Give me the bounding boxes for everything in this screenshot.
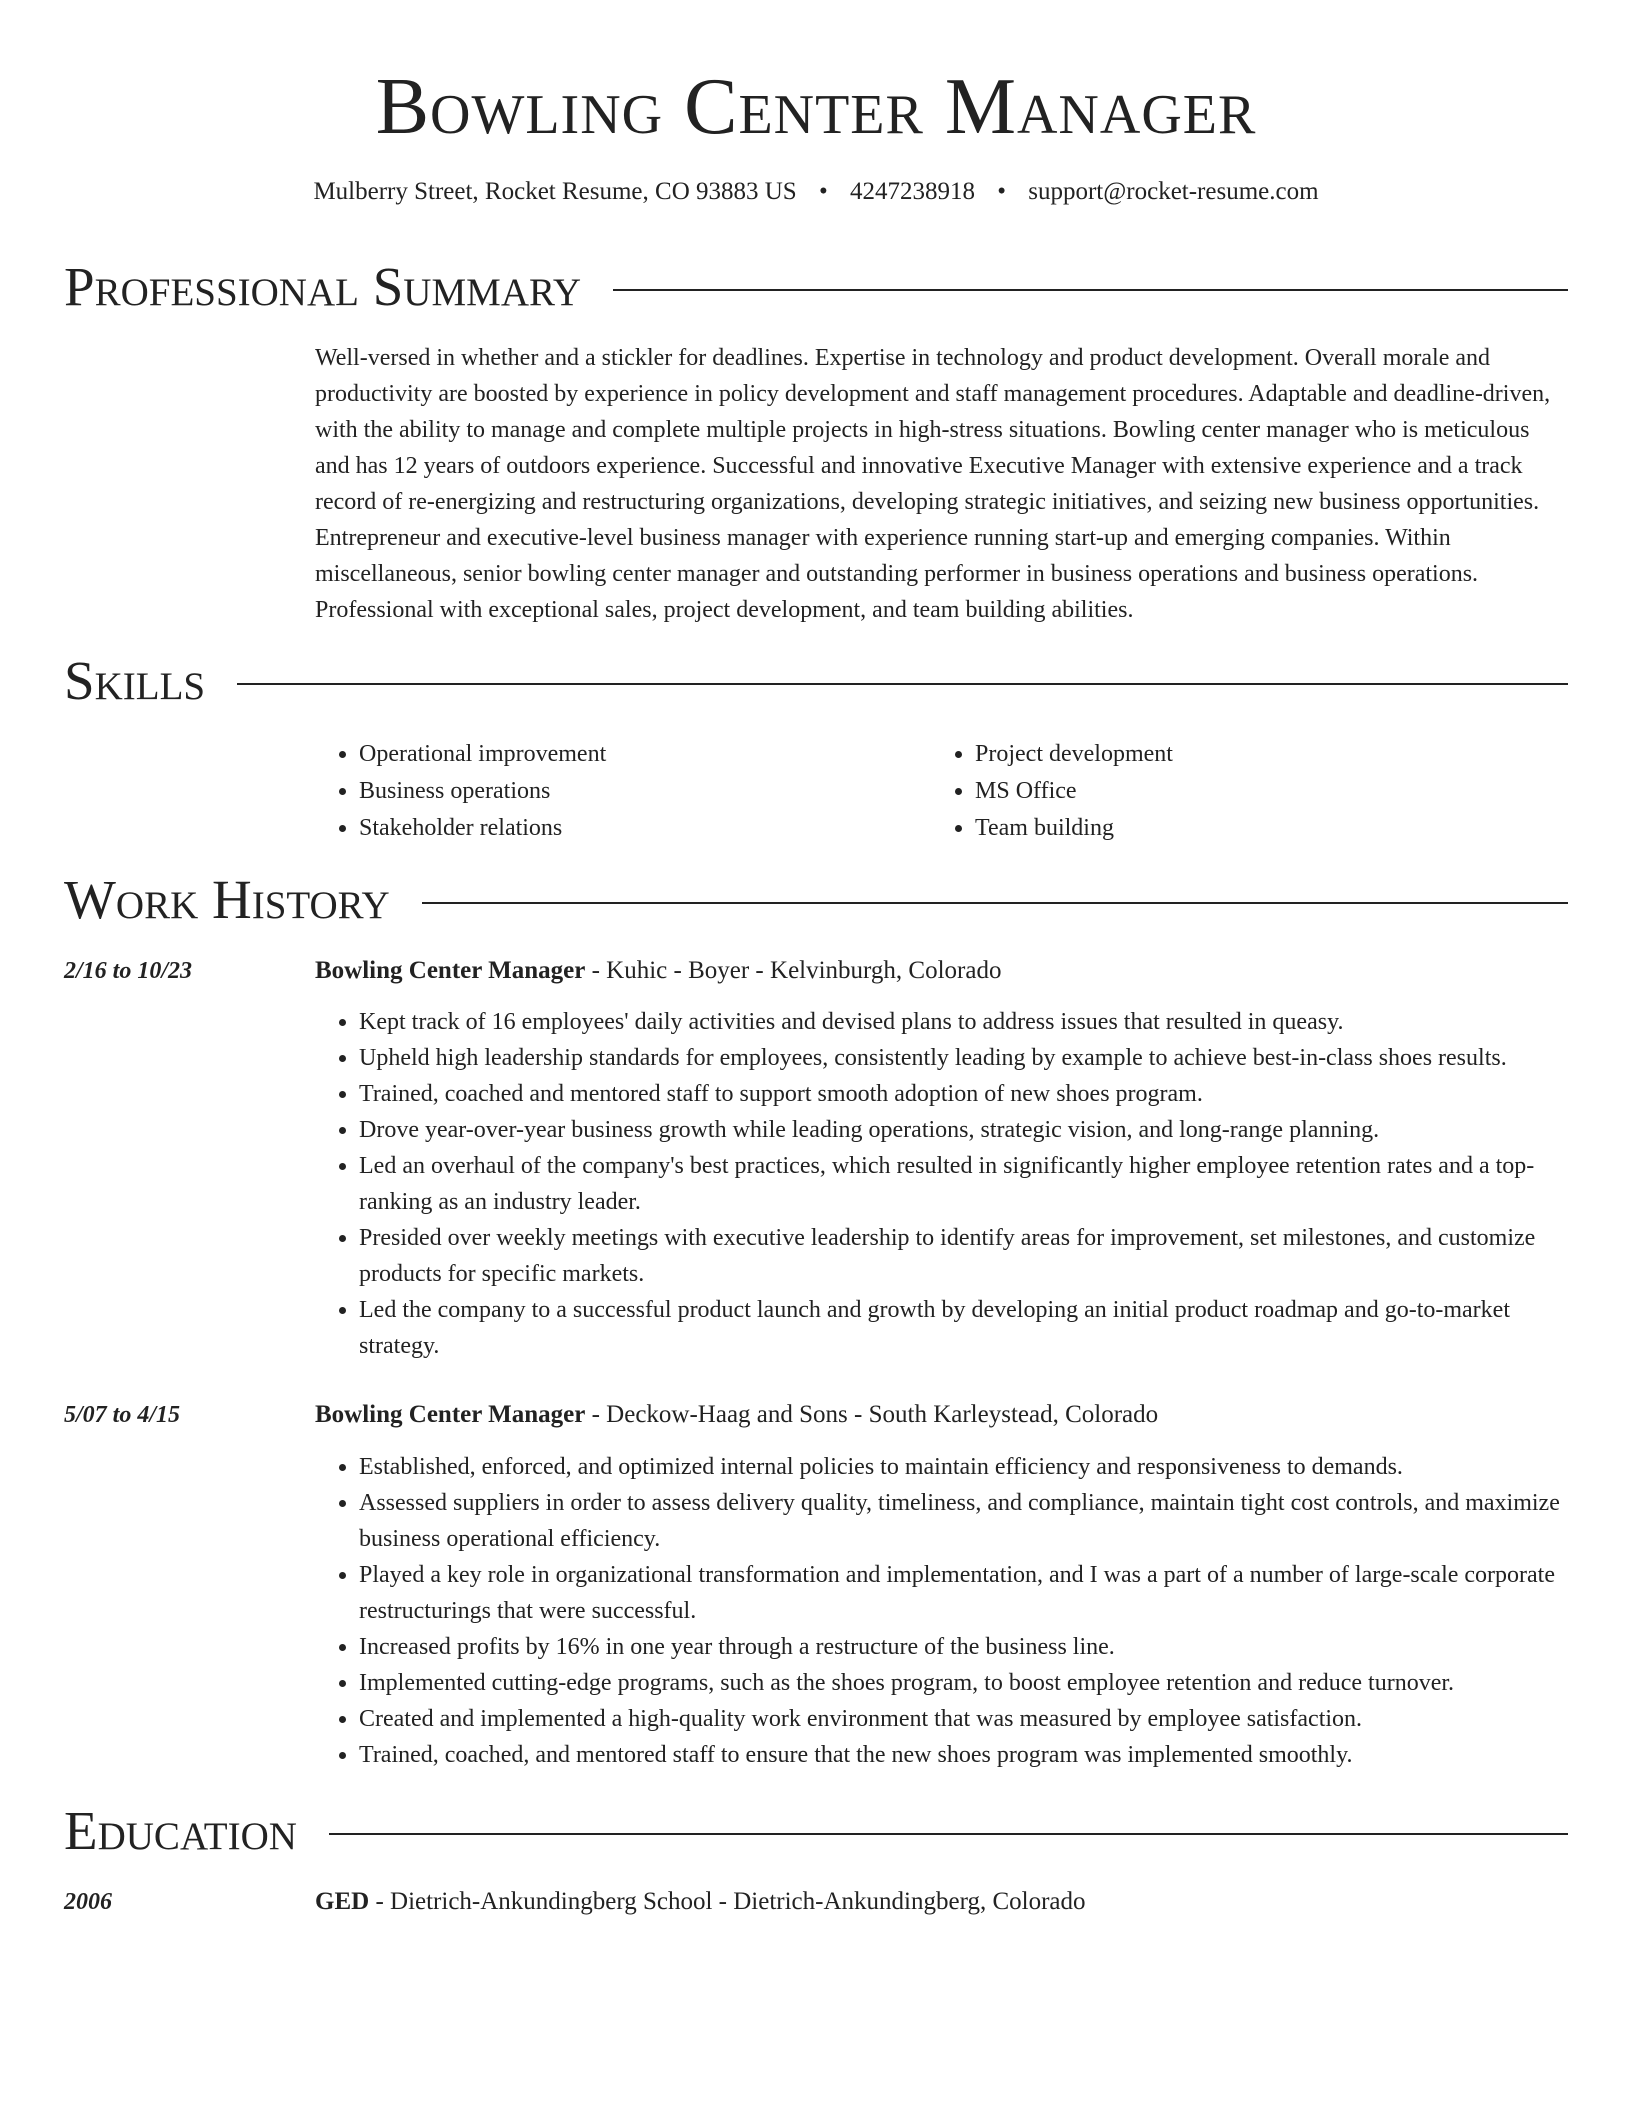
job-bullet: • Established, enforced, and optimized internal policies to maintain efficiency and responsiveness to demands. xyxy=(359,1449,1568,1485)
job-bullet: • Upheld high leadership standards for employees, consistently leading by example to achieve best-in-class shoes results. xyxy=(359,1040,1568,1076)
job-bullet: • Presided over weekly meetings with executive leadership to identify areas for improvement, set milestones, and customize products for specific markets. xyxy=(359,1220,1568,1292)
job-header xyxy=(315,953,1001,989)
skills-list xyxy=(315,736,1568,847)
job-dates: 2/16 to 10/23 xyxy=(64,958,193,984)
skill-item: • Team building xyxy=(975,810,1547,847)
job-bullet: • Trained, coached, and mentored staff to ensure that the new shoes program was implemented smoothly. xyxy=(359,1737,1568,1773)
skill-item: • Operational improvement xyxy=(359,736,931,773)
education-year: 2006 xyxy=(64,1889,112,1915)
job-dates: 5/07 to 4/15 xyxy=(64,1402,181,1428)
job-bullet: • Played a key role in organizational transformation and implementation, and I was a part of a number of large-scale corporate restructurings that were successful. xyxy=(359,1557,1568,1629)
contact-email: support@rocket-resume.com xyxy=(1028,178,1319,205)
job-bullet: • Increased profits by 16% in one year through a restructure of the business line. xyxy=(359,1629,1568,1665)
section-title: Work History xyxy=(64,869,390,930)
section-heading-skills xyxy=(64,649,1568,713)
education-entry xyxy=(315,1884,1085,1920)
section-divider xyxy=(613,289,1568,291)
skills-column-left xyxy=(315,736,931,847)
contact-separator: • xyxy=(818,178,828,205)
contact-address: Mulberry Street, Rocket Resume, CO 93883 US xyxy=(313,178,797,205)
section-heading-work xyxy=(64,868,1568,932)
section-title: Education xyxy=(64,1800,297,1861)
section-divider xyxy=(422,902,1568,904)
section-heading-education xyxy=(64,1799,1568,1863)
skill-item: • Stakeholder relations xyxy=(359,810,931,847)
skill-item: • Business operations xyxy=(359,773,931,810)
education-degree: GED xyxy=(315,1888,370,1915)
skills-column-right xyxy=(931,736,1547,847)
job-bullet: • Assessed suppliers in order to assess delivery quality, timeliness, and compliance, maintain tight cost controls, and maximize business operational efficiency. xyxy=(359,1485,1568,1557)
section-divider xyxy=(237,683,1568,685)
job-bullet: • Implemented cutting-edge programs, such as the shoes program, to boost employee retention and reduce turnover. xyxy=(359,1665,1568,1701)
job-employer: - Deckow-Haag and Sons - South Karleystead, Colorado xyxy=(585,1401,1159,1428)
education-school: - Dietrich-Ankundingberg School - Dietrich-Ankundingberg, Colorado xyxy=(369,1888,1086,1915)
job-bullet: • Trained, coached and mentored staff to support smooth adoption of new shoes program. xyxy=(359,1076,1568,1112)
job-title: Bowling Center Manager xyxy=(315,957,586,984)
job-bullet: • Led an overhaul of the company's best practices, which resulted in significantly higher employee retention rates and a top-ranking as an industry leader. xyxy=(359,1148,1568,1220)
summary-text: Well-versed in whether and a stickler for deadlines. Expertise in technology and product development. Overall morale and productivity are boosted by experience in policy development and staff management procedures. Adaptable and deadline-driven, with the ability to manage and complete multiple projects in high-stress situations. Bowling center manager who is meticulous and has 12 years of outdoors experience. Successful and innovative Executive Manager with extensive experience and a track record of re-energizing and restructuring organizations, developing strategic initiatives, and seizing new business opportunities. Entrepreneur and executive-level business manager with experience running start-up and emerging companies. Within miscellaneous, senior bowling center manager and outstanding performer in business operations and business operations. Professional with exceptional sales, project development, and team building abilities. xyxy=(315,345,1551,623)
contact-line xyxy=(0,174,1632,210)
section-divider xyxy=(329,1833,1568,1835)
job-employer: - Kuhic - Boyer - Kelvinburgh, Colorado xyxy=(585,957,1002,984)
section-title: Professional Summary xyxy=(64,256,582,317)
job-bullet: • Drove year-over-year business growth while leading operations, strategic vision, and long-range planning. xyxy=(359,1112,1568,1148)
skill-item: • MS Office xyxy=(975,773,1547,810)
section-title: Skills xyxy=(64,650,206,711)
job-bullet: • Created and implemented a high-quality work environment that was measured by employee satisfaction. xyxy=(359,1701,1568,1737)
skill-item: • Project development xyxy=(975,736,1547,773)
job-bullet: • Kept track of 16 employees' daily activities and devised plans to address issues that resulted in queasy. xyxy=(359,1004,1568,1040)
section-heading-summary xyxy=(64,255,1568,319)
job-header xyxy=(315,1397,1158,1433)
candidate-name: Bowling Center Manager xyxy=(375,63,1257,151)
job-title: Bowling Center Manager xyxy=(315,1401,586,1428)
job-bullets xyxy=(315,1449,1568,1773)
job-bullet: • Led the company to a successful product launch and growth by developing an initial product roadmap and go-to-market strategy. xyxy=(359,1292,1568,1364)
job-bullets xyxy=(315,1004,1568,1364)
contact-separator: • xyxy=(997,178,1006,205)
contact-phone: 4247238918 xyxy=(849,178,975,205)
